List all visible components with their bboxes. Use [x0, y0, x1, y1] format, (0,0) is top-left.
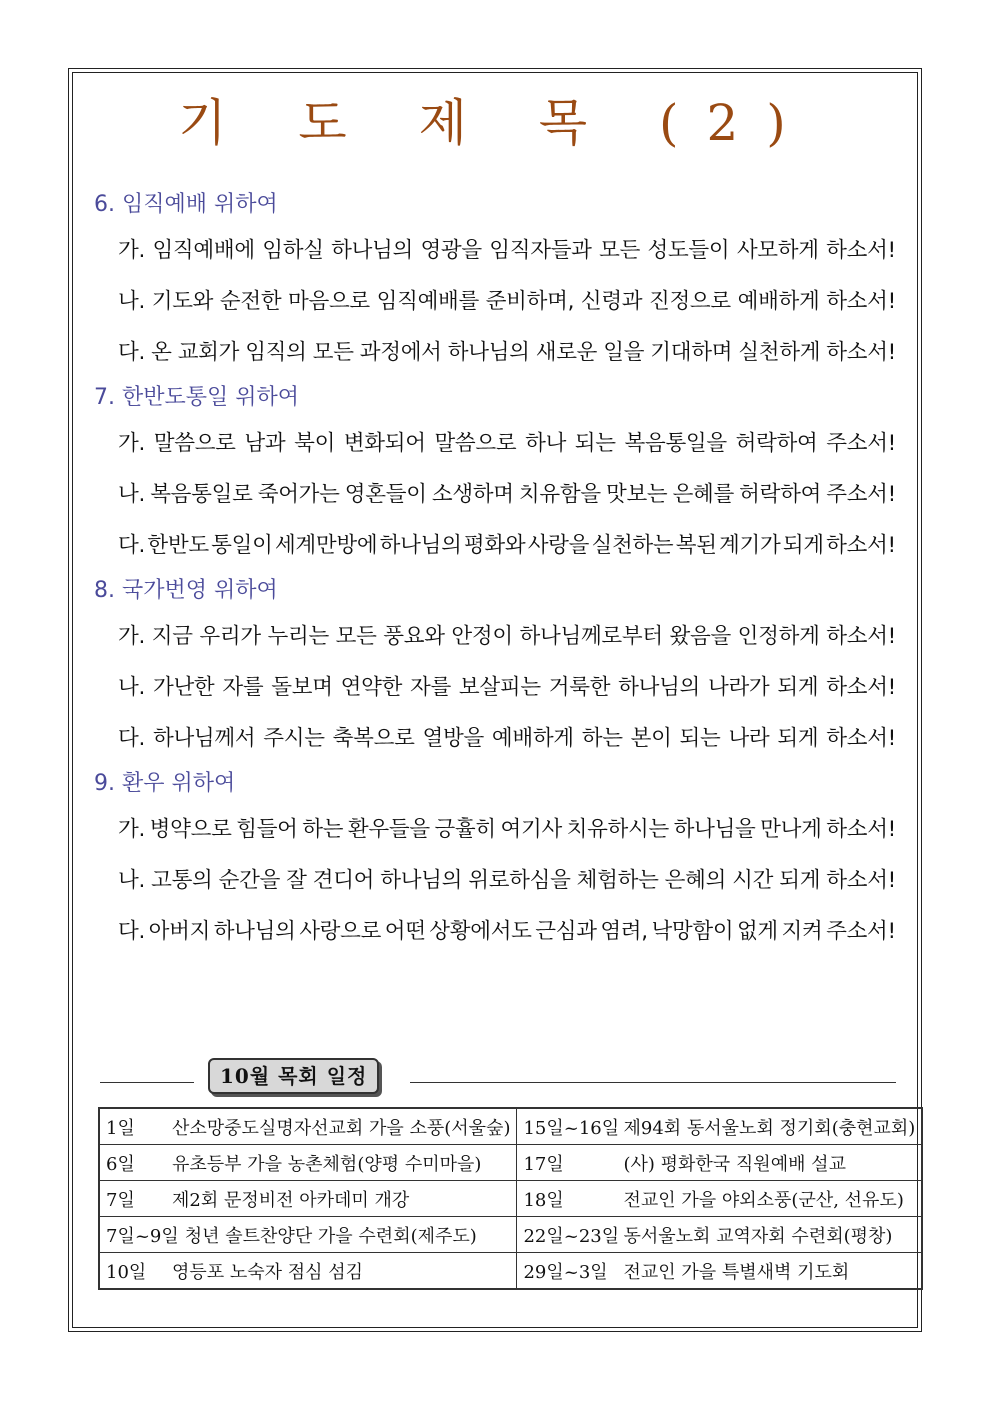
- schedule-date: 22일~23일: [523, 1225, 620, 1247]
- schedule-event: 전교인 가을 야외소풍(군산, 선유도): [623, 1189, 904, 1211]
- prayer-item: 다. 아버지 하나님의 사랑으로 어떤 상황에서도 근심과 염려, 낙망함이 없게 지켜 주소서!: [118, 919, 896, 944]
- prayer-item: 다. 온 교회가 임직의 모든 과정에서 하나님의 새로운 일을 기대하며 실천하게 하소서!: [118, 340, 896, 365]
- prayer-sections: [94, 185, 896, 957]
- schedule-row: [99, 1145, 922, 1181]
- schedule-row: [99, 1217, 922, 1253]
- prayer-item: 나. 기도와 순전한 마음으로 임직예배를 준비하며, 신령과 진정으로 예배하게 하소서!: [118, 289, 896, 314]
- prayer-item: 가. 지금 우리가 누리는 모든 풍요와 안정이 하나님께로부터 왔음을 인정하게 하소서!: [118, 624, 896, 649]
- schedule-cell-right: [517, 1217, 922, 1253]
- schedule-date: 17일: [523, 1153, 564, 1175]
- page-title: 기 도 제 목 (2): [178, 94, 814, 152]
- schedule-date: 10일: [106, 1261, 147, 1283]
- schedule-event: 제2회 문정비전 아카데미 개강: [172, 1189, 410, 1211]
- prayer-item: 다. 하나님께서 주시는 축복으로 열방을 예배하게 하는 본이 되는 나라 되게 하소서!: [118, 726, 896, 751]
- schedule-date: 1일: [106, 1117, 135, 1139]
- schedule-date: 7일: [106, 1189, 135, 1211]
- schedule-event: (사) 평화한국 직원예배 설교: [623, 1153, 846, 1175]
- schedule-event: 동서울노회 교역자회 수련회(평창): [623, 1225, 893, 1247]
- schedule-date: 18일: [523, 1189, 564, 1211]
- schedule-event: 산소망중도실명자선교회 가을 소풍(서울숲): [172, 1117, 511, 1139]
- schedule-title: 10월 목회 일정: [208, 1058, 379, 1094]
- schedule-cell-right: [517, 1181, 922, 1217]
- prayer-item: 가. 임직예배에 임하실 하나님의 영광을 임직자들과 모든 성도들이 사모하게 하소서!: [118, 238, 896, 263]
- prayer-item: 다. 한반도 통일이 세계만방에 하나님의 평화와 사랑을 실천하는 복된 계기가 되게 하소서!: [118, 533, 896, 558]
- prayer-item: 가. 병약으로 힘들어 하는 환우들을 긍휼히 여기사 치유하시는 하나님을 만나게 하소서!: [118, 817, 896, 842]
- schedule-event: 제94회 동서울노회 정기회(충현교회): [623, 1117, 916, 1139]
- schedule-table: [98, 1107, 923, 1290]
- section-heading: 7. 한반도통일 위하여: [94, 385, 299, 410]
- schedule-cell-right: [517, 1145, 922, 1181]
- schedule-row: [99, 1181, 922, 1217]
- schedule-cell-left: [99, 1145, 517, 1181]
- schedule-cell-right: [517, 1108, 922, 1145]
- section-heading: 6. 임직예배 위하여: [94, 192, 278, 217]
- schedule-date: 6일: [106, 1153, 135, 1175]
- section-heading: 8. 국가번영 위하여: [94, 578, 278, 603]
- schedule-cell-left: [99, 1181, 517, 1217]
- schedule-date: 7일~9일: [106, 1225, 179, 1247]
- section-heading: 9. 환우 위하여: [94, 771, 236, 796]
- prayer-item: 나. 가난한 자를 돌보며 연약한 자를 보살피는 거룩한 하나님의 나라가 되게 하소서!: [118, 675, 896, 700]
- schedule-divider-left: [100, 1082, 194, 1083]
- schedule-event: 유초등부 가을 농촌체험(양평 수미마을): [172, 1153, 482, 1175]
- schedule-event: 청년 솔트찬양단 가을 수련회(제주도): [184, 1225, 477, 1247]
- schedule-event: 전교인 가을 특별새벽 기도회: [623, 1261, 850, 1283]
- schedule-event: 영등포 노숙자 점심 섬김: [172, 1261, 364, 1283]
- schedule-date: 15일~16일: [523, 1117, 620, 1139]
- schedule-row: [99, 1108, 922, 1145]
- prayer-item: 나. 복음통일로 죽어가는 영혼들이 소생하며 치유함을 맛보는 은혜를 허락하여 주소서!: [118, 482, 896, 507]
- prayer-item: 가. 말씀으로 남과 북이 변화되어 말씀으로 하나 되는 복음통일을 허락하여 주소서!: [118, 431, 896, 456]
- schedule-date: 29일~3일: [523, 1261, 608, 1283]
- prayer-item: 나. 고통의 순간을 잘 견디어 하나님의 위로하심을 체험하는 은혜의 시간 되게 하소서!: [118, 868, 896, 893]
- schedule-cell-left: [99, 1253, 517, 1290]
- schedule-row: [99, 1253, 922, 1290]
- schedule-cell-left: [99, 1108, 517, 1145]
- schedule-cell-right: [517, 1253, 922, 1290]
- schedule-divider-right: [410, 1082, 896, 1083]
- schedule-cell-left: [99, 1217, 517, 1253]
- schedule-title-box: [208, 1058, 379, 1094]
